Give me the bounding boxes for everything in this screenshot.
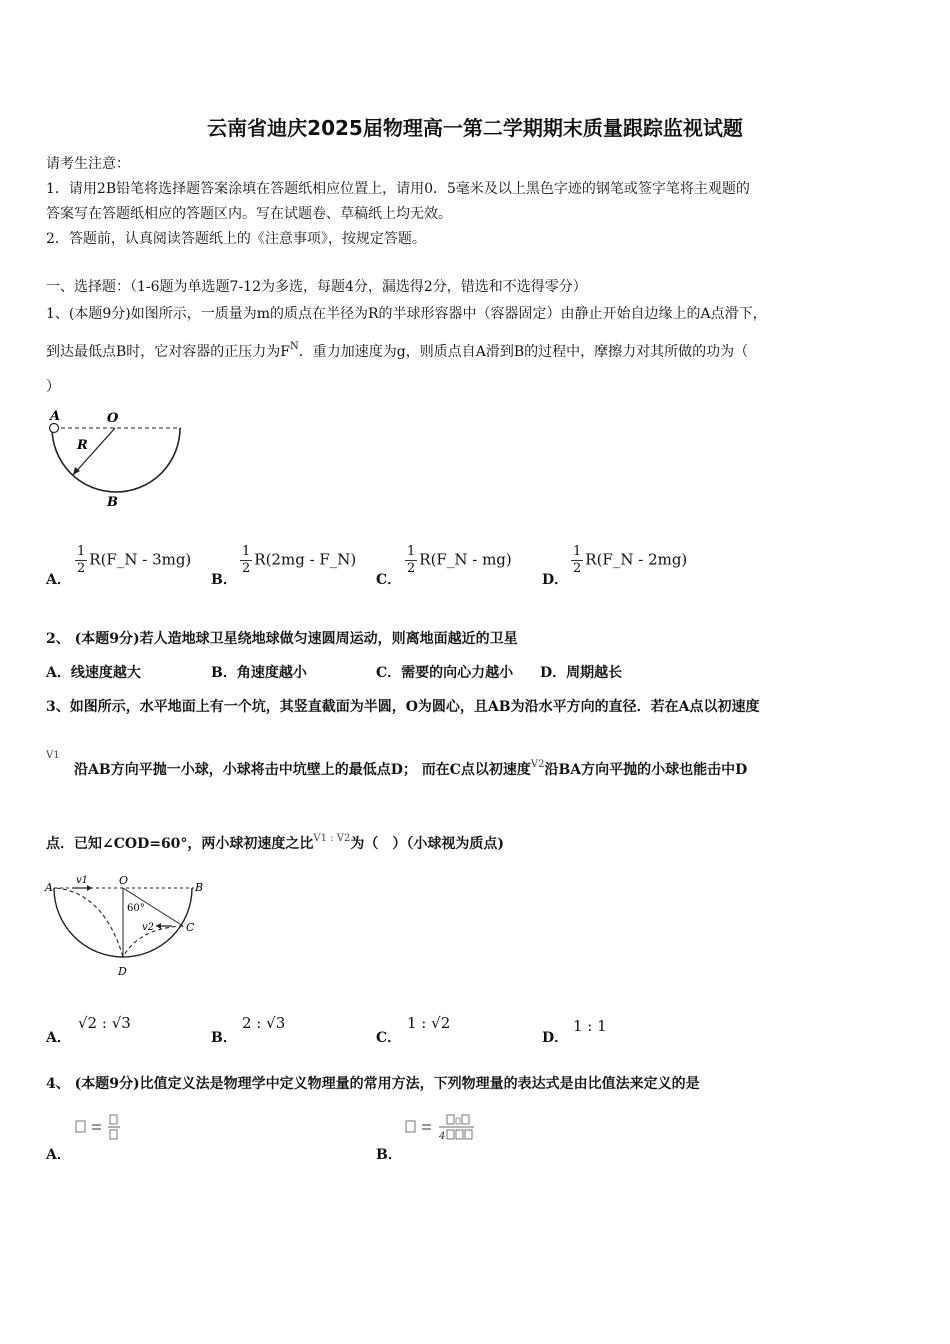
- q1-option-a-label[interactable]: A．: [46, 572, 71, 588]
- q3-label-a: A: [45, 881, 53, 894]
- q3-option-c-label[interactable]: C．: [376, 1030, 402, 1046]
- q3-line-2-b: 沿BA方向平抛的小球也能击中D: [544, 762, 748, 778]
- notice-item-2: 2．答题前，认真阅读答题纸上的《注意事项》，按规定答题。: [46, 231, 426, 247]
- q1-figure: [44, 405, 189, 515]
- q4-b-missing-glyph-1: [406, 1121, 415, 1132]
- q1-option-d-fraction: $\frac{1}{2}$: [573, 544, 582, 576]
- q3-label-o: O: [119, 874, 129, 887]
- q3-option-d-expr[interactable]: 1 : 1: [573, 1017, 607, 1035]
- q2-option-b[interactable]: B．角速度越小: [211, 665, 307, 681]
- q1-label-b: B: [107, 495, 118, 510]
- q1-particle: [50, 424, 59, 433]
- q4-b-missing-glyph-3: [456, 1118, 460, 1124]
- section-heading: 一、选择题：（1-6题为单选题7-12为多选，每题4分，漏选得2分，错选和不选得零分）: [46, 279, 587, 295]
- q3-option-c-expr[interactable]: 1 : √2: [407, 1014, 451, 1032]
- q4-option-a-label[interactable]: A．: [46, 1147, 71, 1163]
- q1-label-a: A: [50, 409, 61, 424]
- q3-option-a-label[interactable]: A．: [46, 1030, 71, 1046]
- q1-option-d-expr[interactable]: [571, 544, 687, 577]
- q4-stem: 4、 (本题9分)比值定义法是物理学中定义物理量的常用方法，下列物理量的表达式是由比值法来定义的是: [46, 1076, 700, 1092]
- q3-line-2-a: 沿AB方向平抛一小球，小球将击中坑壁上的最低点D； 而在C点以初速度: [74, 762, 531, 778]
- q3-trajectory-1: [56, 888, 123, 957]
- q2-option-d[interactable]: D．周期越长: [540, 665, 623, 681]
- q3-v1-symbol: V1: [46, 750, 60, 761]
- q3-line-2: [74, 759, 747, 779]
- q1-option-c-fraction: $\frac{1}{2}$: [407, 544, 416, 576]
- q3-option-a-expr[interactable]: √2 : √3: [78, 1014, 131, 1032]
- q1-option-b-fraction: $\frac{1}{2}$: [242, 544, 251, 576]
- q4-b-digit: 4: [439, 1131, 446, 1142]
- q3-label-v1: v1: [76, 875, 89, 886]
- q3-label-c: C: [186, 921, 195, 934]
- q1-line-1: 1、(本题9分)如图所示，一质量为m的质点在半径为R的半球形容器中（容器固定）由静止开始自边缘上的A点滑下，: [46, 306, 767, 322]
- q2-option-a[interactable]: A．线速度越大: [46, 665, 141, 681]
- q2-option-c[interactable]: C．需要的向心力越小: [376, 665, 514, 681]
- q3-label-v2: v2: [142, 922, 155, 933]
- page-title: 云南省迪庆2025届物理高一第二学期期末质量跟踪监视试题: [207, 116, 743, 140]
- q4-b-missing-glyph-4: [462, 1115, 469, 1124]
- q1-label-r: R: [77, 438, 88, 453]
- q1-option-a-fraction: $\frac{1}{2}$: [77, 544, 86, 576]
- q3-label-b: B: [195, 881, 204, 894]
- notice-item-1-line-1: 1．请用2B铅笔将选择题答案涂填在答题纸相应位置上，请用0．5毫米及以上黑色字迹的钢笔或签字笔将主观题的: [46, 181, 750, 197]
- q1-option-a-text: R(F_N - 3mg): [89, 550, 192, 569]
- q3-line-3-a: 点．已知∠COD=60°，两小球初速度之比: [46, 836, 314, 852]
- q1-bowl-arc: [52, 428, 180, 492]
- q1-option-a-expr[interactable]: [75, 544, 191, 577]
- q1-option-d-label[interactable]: D．: [542, 572, 569, 588]
- q1-option-b-text: R(2mg - F_N): [254, 550, 357, 569]
- notice-heading: 请考生注意：: [46, 156, 130, 172]
- q1-option-b-label[interactable]: B．: [211, 572, 237, 588]
- q4-a-missing-glyph-1: [76, 1121, 85, 1132]
- q3-option-b-label[interactable]: B．: [211, 1030, 237, 1046]
- q1-force-subscript: N: [290, 341, 299, 352]
- q4-a-missing-glyph-2: [110, 1115, 117, 1124]
- q1-option-c-expr[interactable]: [405, 544, 512, 577]
- q3-line-3-b: 为（ ）（小球视为质点): [350, 836, 504, 852]
- q1-option-c-text: R(F_N - mg): [419, 550, 512, 569]
- q4-b-missing-glyph-5: [447, 1130, 454, 1139]
- q3-label-d: D: [118, 965, 127, 978]
- q4-a-missing-glyph-3: [110, 1130, 117, 1139]
- q1-line-2-rest: ．重力加速度为g，则质点自A滑到B的过程中，摩擦力对其所做的功为（: [298, 344, 749, 360]
- q1-line-2-text: 到达最低点B时，它对容器的正压力为F: [46, 344, 291, 360]
- q3-line-3: [46, 833, 504, 853]
- q3-label-angle: 60°: [127, 903, 145, 914]
- q3-v2-symbol: V2: [530, 759, 545, 770]
- q3-v2-arrowhead: [156, 923, 161, 929]
- q4-option-b-formula: [405, 1113, 480, 1143]
- q1-option-b-expr[interactable]: [240, 544, 356, 577]
- q4-option-b-label[interactable]: B．: [376, 1147, 402, 1163]
- q1-line-3: ）: [46, 379, 60, 395]
- q3-line-1: 3、如图所示，水平地面上有一个坑，其竖直截面为半圆，O为圆心，且AB为沿水平方向的直径．若在A点以初速度: [46, 699, 760, 715]
- q4-b-missing-glyph-7: [465, 1130, 472, 1139]
- q3-option-b-expr[interactable]: 2 : √3: [242, 1014, 286, 1032]
- q3-option-d-label[interactable]: D．: [542, 1030, 569, 1046]
- q1-option-d-text: R(F_N - 2mg): [585, 550, 688, 569]
- q4-b-missing-glyph-2: [447, 1115, 454, 1124]
- q4-b-missing-glyph-6: [456, 1130, 463, 1139]
- q2-stem: 2、 (本题9分)若人造地球卫星绕地球做匀速圆周运动，则离地面越近的卫星: [46, 631, 518, 647]
- q1-line-2: [46, 341, 748, 361]
- q3-figure: [44, 873, 214, 981]
- q1-option-c-label[interactable]: C．: [376, 572, 402, 588]
- notice-item-1-line-2: 答案写在答题纸相应的答题区内。写在试题卷、草稿纸上均无效。: [46, 206, 452, 222]
- q3-ratio-symbol: V1 : V2: [313, 833, 351, 844]
- q4-option-a-formula: [75, 1113, 125, 1143]
- q1-label-o: O: [107, 411, 119, 426]
